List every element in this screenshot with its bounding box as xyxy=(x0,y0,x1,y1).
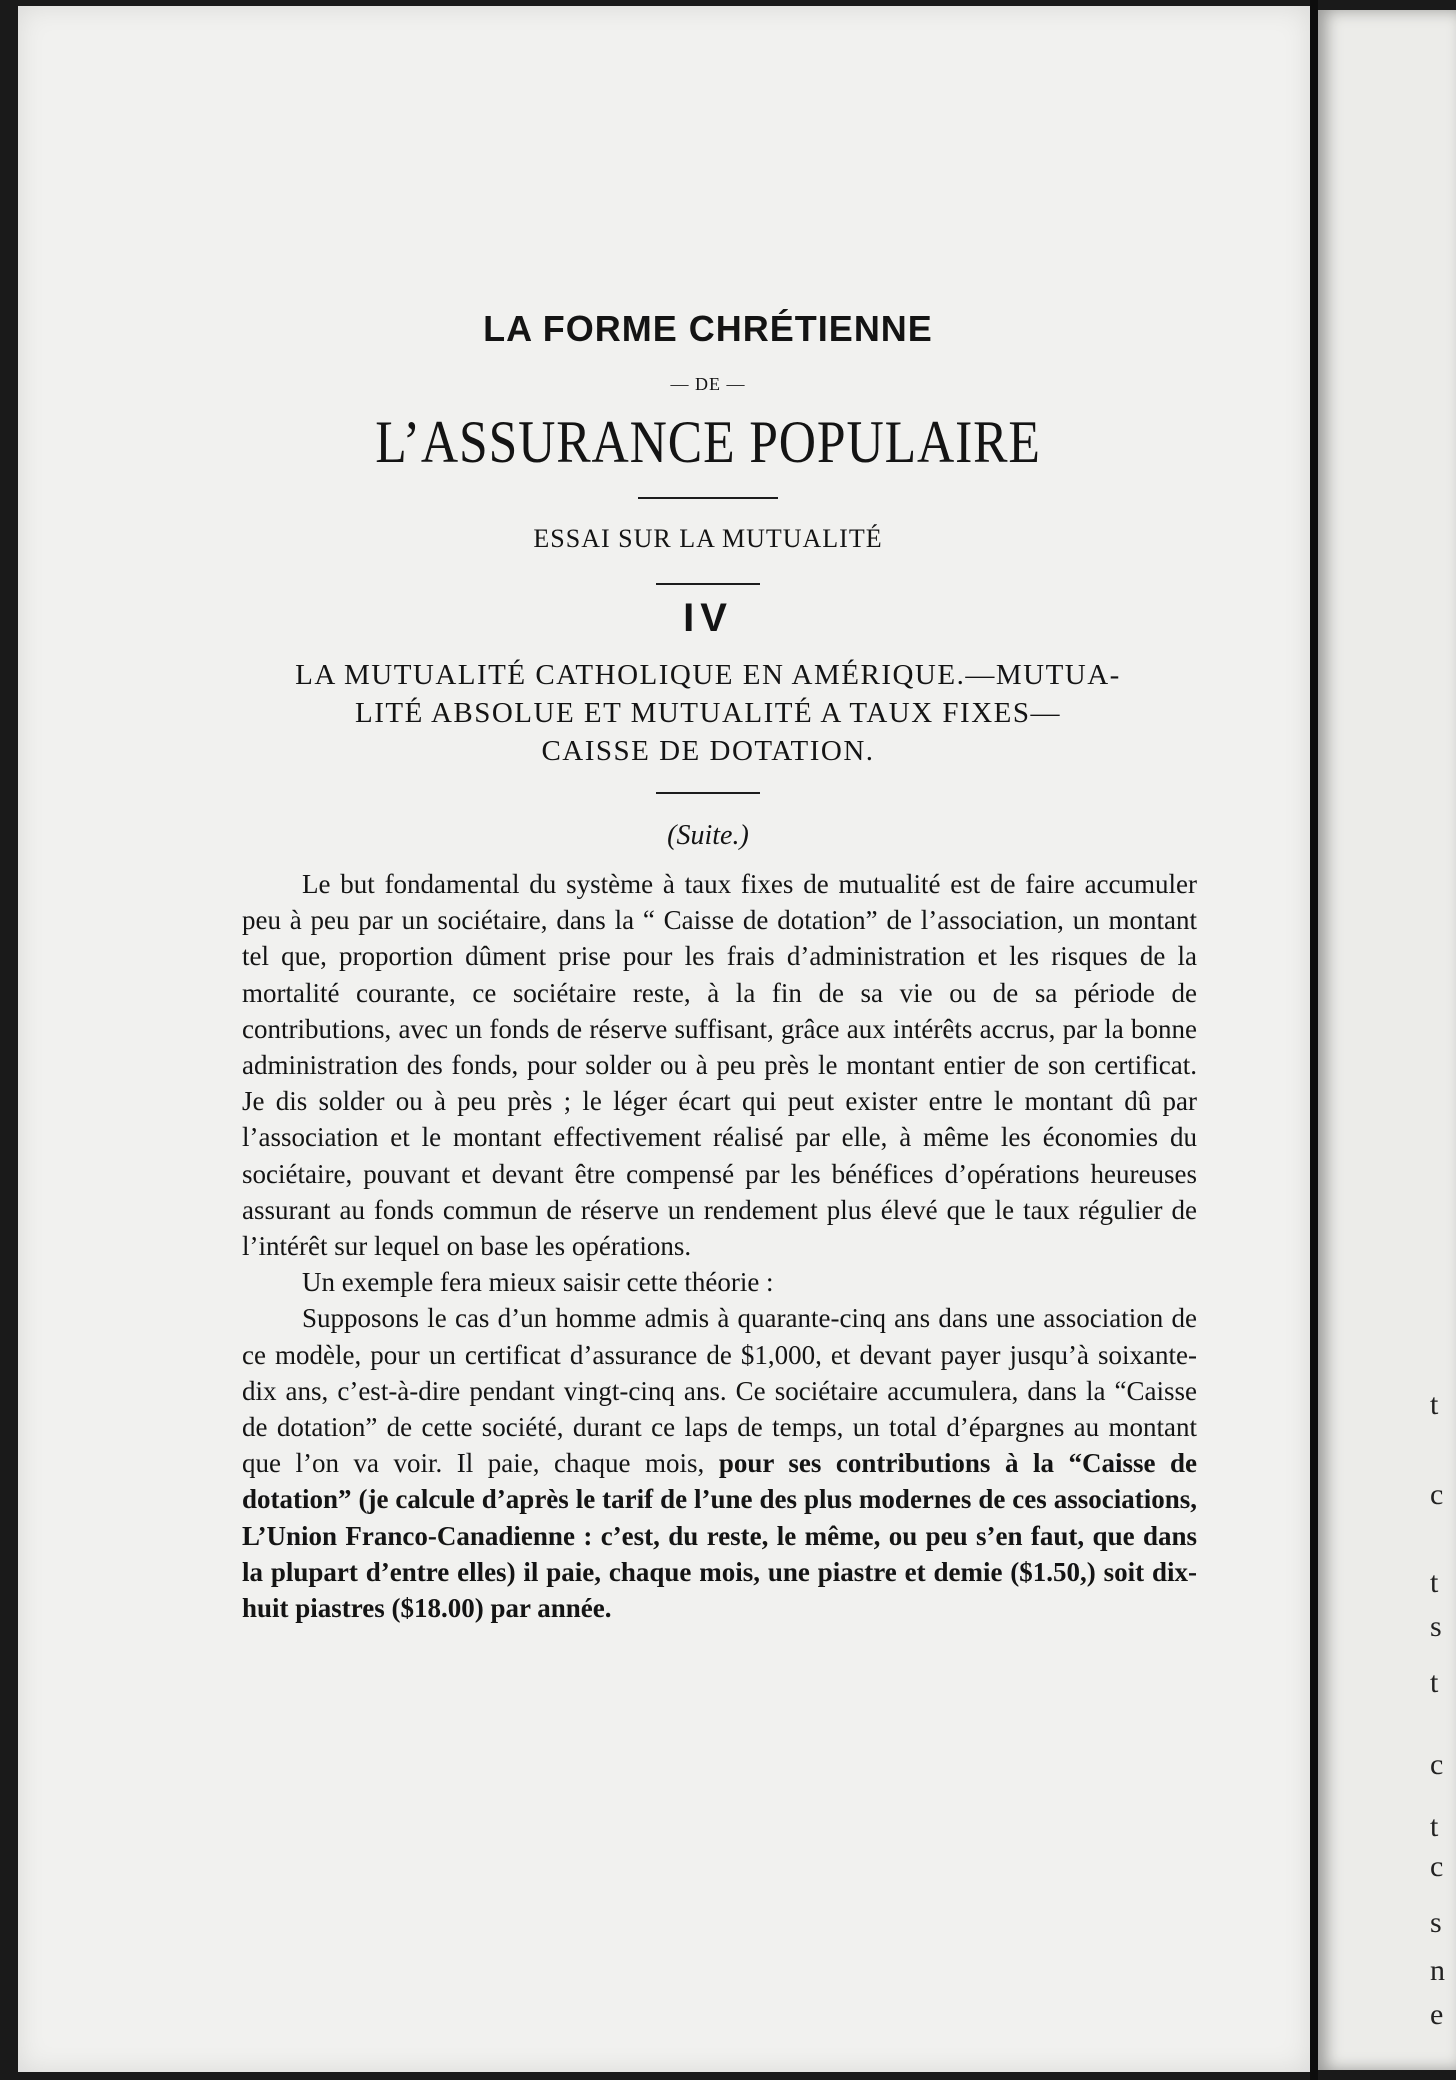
facing-page-fragment: t xyxy=(1430,1810,1439,1843)
chapter-title-line: LITÉ ABSOLUE ET MUTUALITÉ A TAUX FIXES— xyxy=(355,697,1061,729)
paragraph: Le but fondamental du système à taux fixes de mutualité est de faire accumuler peu à peu par un sociétaire, dans la “ Caisse de dotation” de l’association, un montant tel que, proportion dûment prise pour les frais d’administration et les risques de la mortalité courante, ce sociétaire reste, à la fin de sa vie ou de sa période de contributions, avec un fonds de réserve suffisant, grâce aux intérêts accrus, par la bonne administration des fonds, pour solder ou à peu près le montant entier de son certificat. Je dis solder ou à peu près ; le léger écart qui peut exister entre le montant dû par l’association et le montant effectivement réalisé par elle, à même les économies du sociétaire, pouvant et devant être compensé par les bénéfices d’opérations heureuses assurant au fonds commun de réserve un rendement plus élevé que le taux régulier de l’intérêt sur lequel on base les opérations. xyxy=(242,869,1197,1262)
chapter-number: IV xyxy=(683,596,733,640)
divider-rule xyxy=(656,792,760,794)
divider-rule xyxy=(638,497,778,499)
page-title: L’ASSURANCE POPULAIRE xyxy=(375,409,1041,475)
facing-page-fragment: t xyxy=(1430,1566,1439,1599)
supertitle: LA FORME CHRÉTIENNE xyxy=(483,308,933,349)
paragraph: Un exemple fera mieux saisir cette théorie : xyxy=(302,1267,774,1298)
subtitle: ESSAI SUR LA MUTUALITÉ xyxy=(533,524,883,553)
body-text xyxy=(242,866,1197,1626)
chapter-title xyxy=(218,656,1198,770)
facing-page-fragment: e xyxy=(1430,1998,1444,2031)
facing-page-fragment: s xyxy=(1430,1610,1442,1643)
facing-page-fragment: s xyxy=(1430,1906,1442,1939)
book-gutter xyxy=(1310,0,1318,2080)
divider-rule xyxy=(656,583,760,585)
facing-page-fragment: n xyxy=(1430,1954,1445,1987)
paragraph-text-bold: pour ses contributions à la “Caisse de dotation” (je calcule d’après le tarif de l’une des plus modernes de ces associations, L’Union Franco-Canadienne : c’est, du reste, le même, ou peu s’en faut, que dans la plupart d’entre elles) il paie, chaque mois, une piastre et demie ($1.50,) soit dix-huit piastres ($18.00) par année. xyxy=(242,1448,1198,1624)
facing-page-fragment: t xyxy=(1430,1388,1439,1421)
facing-page-fragment: c xyxy=(1430,1748,1444,1781)
chapter-title-line: LA MUTUALITÉ CATHOLIQUE EN AMÉRIQUE.—MUTUA- xyxy=(295,659,1121,691)
facing-page-fragment: t xyxy=(1430,1666,1439,1699)
paragraph-text: Supposons le cas d’un homme admis à quarante-cinq ans dans une association de ce modèle, pour un certificat d’assurance de $1,000, et devant payer jusqu’à soixante-dix ans, c’est-à-dire pendant vingt-cinq ans. Ce sociétaire accumulera, dans la “Caisse de dotation” de cette société, durant ce laps de temps, un total d’épargnes au montant que l’on va voir. Il paie, chaque mois, xyxy=(242,1303,1197,1479)
chapter-title-line: CAISSE DE DOTATION. xyxy=(541,735,875,767)
title-connector: — DE — xyxy=(670,374,746,394)
facing-page-fragment: c xyxy=(1430,1478,1444,1511)
continued-marker: (Suite.) xyxy=(667,820,749,851)
paragraph xyxy=(242,1300,1197,1626)
facing-page-fragment: c xyxy=(1430,1850,1444,1883)
